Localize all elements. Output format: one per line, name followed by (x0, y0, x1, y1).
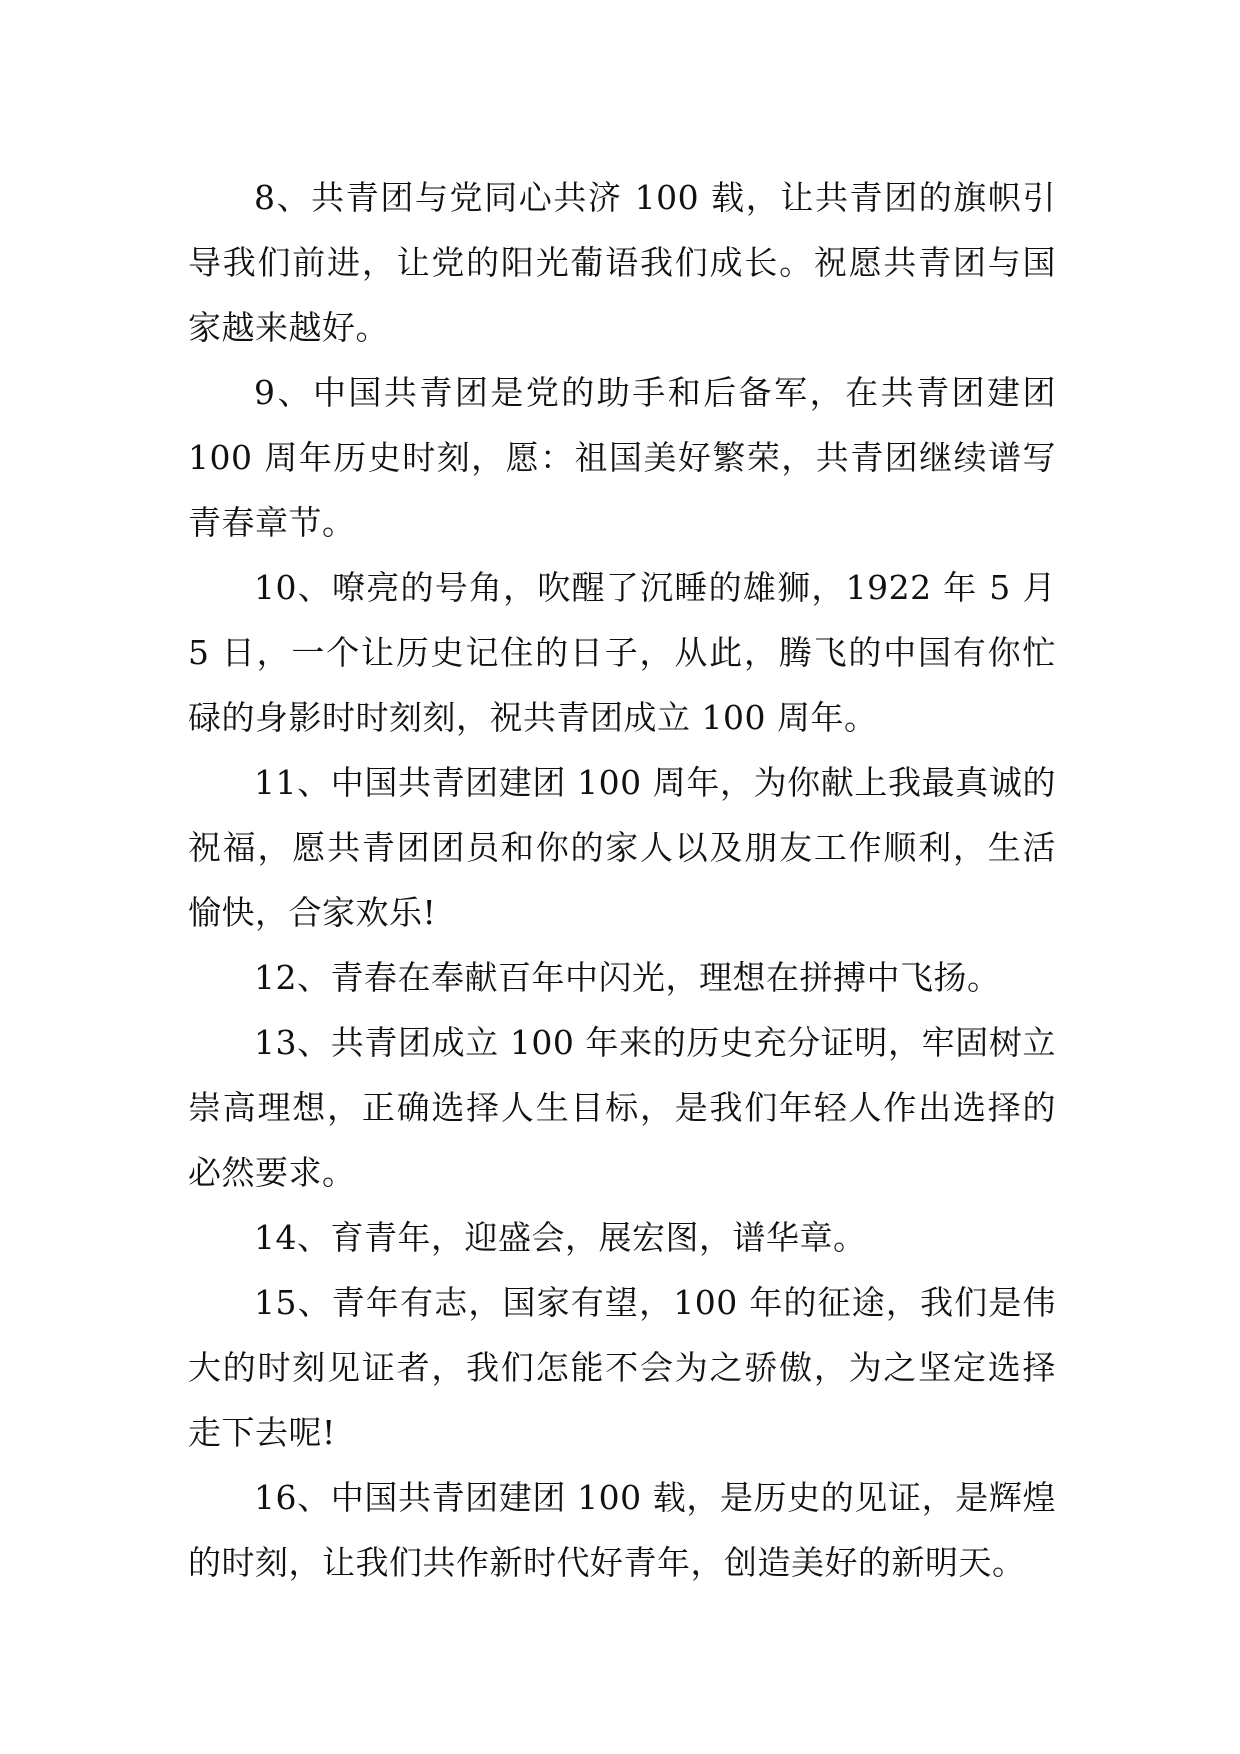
paragraph-9: 9、中国共青团是党的助手和后备军，在共青团建团 100 周年历史时刻，愿：祖国美好繁荣，共青团继续谱写青春章节。 (188, 373, 1056, 542)
document-page (188, 165, 1056, 1595)
paragraph-8: 8、共青团与党同心共济 100 载，让共青团的旗帜引导我们前进，让党的阳光葡语我们成长。祝愿共青团与国家越来越好。 (188, 178, 1056, 347)
paragraph-15: 15、青年有志，国家有望，100 年的征途，我们是伟大的时刻见证者，我们怎能不会为之骄傲，为之坚定选择走下去呢! (188, 1283, 1056, 1452)
paragraph-11: 11、中国共青团建团 100 周年，为你献上我最真诚的祝福，愿共青团团员和你的家人以及朋友工作顺利，生活愉快，合家欢乐! (188, 763, 1056, 932)
paragraph-10: 10、嘹亮的号角，吹醒了沉睡的雄狮，1922 年 5 月 5 日，一个让历史记住的日子，从此，腾飞的中国有你忙碌的身影时时刻刻，祝共青团成立 100 周年。 (188, 568, 1056, 737)
paragraph-12: 12、青春在奉献百年中闪光，理想在拼搏中飞扬。 (254, 958, 1001, 997)
paragraph-13: 13、共青团成立 100 年来的历史充分证明，牢固树立崇高理想，正确选择人生目标，是我们年轻人作出选择的必然要求。 (188, 1023, 1056, 1192)
paragraph-14: 14、育青年，迎盛会，展宏图，谱华章。 (254, 1218, 867, 1257)
paragraph-16: 16、中国共青团建团 100 载，是历史的见证，是辉煌的时刻，让我们共作新时代好青年，创造美好的新明天。 (188, 1478, 1056, 1582)
